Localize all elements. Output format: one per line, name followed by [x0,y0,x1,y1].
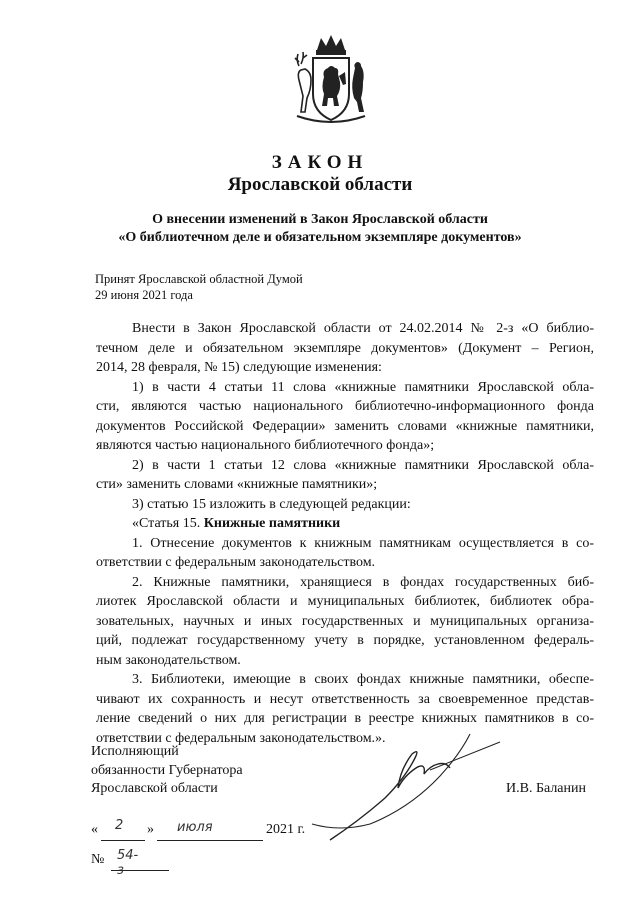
number-value: 54-з [117,848,139,878]
body-line: 3) статью 15 изложить в следующей редакции: [132,496,411,512]
yaroslavl-coat-of-arms-icon [291,32,371,128]
body-line: чивают их сохранность и несут ответственность за своевременное представ- [96,691,594,707]
date-year: 2021 г. [266,822,306,837]
document-subtitle-line-1: О внесении изменений в Закон Ярославской области [152,212,488,227]
adoption-line-1: Принят Ярославской областной Думой [95,272,303,286]
law-body [96,319,594,748]
handwritten-signature [300,712,510,852]
body-line: документов Российской Федерации» заменить словами «книжные памятники, [96,418,594,434]
article-heading [96,514,594,534]
body-line: ответствии с федеральным законодательством. [96,555,376,570]
body-line: лиотек Ярославской области и муниципальных библиотек, библиотек обра- [96,594,594,609]
body-line: Внести в Закон Ярославской области от 24.02.2014 № 2-з «О библио- [132,321,594,336]
body-line: 2) в части 1 статьи 12 слова «книжные памятники Ярославской обла- [132,457,594,473]
body-line: ций, подлежат государственному учету в порядке, установленном федераль- [96,633,594,648]
document-region: Ярославской области [227,174,413,195]
number-underline [111,870,169,871]
signatory-title-line-3: Ярославской области [91,781,218,796]
body-line: ление сведений о них для регистрации в реестре книжных памятников в со- [96,711,594,726]
body-line: являются частью национального библиотечного фонда»; [96,438,435,453]
article-title: Книжные памятники [203,516,341,531]
document-subtitle-line-2: «О библиотечном деле и обязательном экземпляре документов» [118,230,522,245]
body-line: сти, являются частью национального библиотечно-информационного фонда [96,399,594,414]
adoption-date: 29 июня 2021 года [95,288,193,302]
date-close-quote: » [147,822,154,837]
signatory-title-line-1: Исполняющий [91,744,179,759]
document-title: ЗАКОН [271,152,369,173]
body-line: ным законодательством. [96,652,241,668]
month-underline [157,840,263,841]
body-line: 1. Отнесение документов к книжным памятникам осуществляется в со- [132,535,594,551]
date-month: июля [177,820,213,835]
body-line: 2014, 28 февраля, № 15) следующие изменения: [96,360,382,375]
date-day: 2 [115,818,124,833]
law-number [91,848,139,878]
article-number: «Статья 15. [132,516,204,531]
number-prefix: № [91,852,105,867]
signing-date [91,818,331,840]
body-line: сти» заменить словами «книжные памятники»; [96,477,378,492]
signatory-name: И.В. Баланин [506,781,587,796]
body-line: зовательных, научных и иных государственных и муниципальных организа- [96,613,594,629]
body-line: 2. Книжные памятники, хранящиеся в фондах государственных биб- [132,574,594,590]
body-line: течном деле и обязательном экземпляре документов» (Документ – Регион, [96,340,594,356]
date-open-quote: « [91,822,98,837]
signatory-title-line-2: обязанности Губернатора [91,763,243,778]
body-line: 3. Библиотеки, имеющие в своих фондах книжные памятники, обеспе- [132,672,594,687]
body-line: 1) в части 4 статьи 11 слова «книжные памятники Ярославской обла- [132,379,594,395]
day-underline [101,840,145,841]
body-line: ответствии с федеральным законодательством.». [96,730,386,746]
